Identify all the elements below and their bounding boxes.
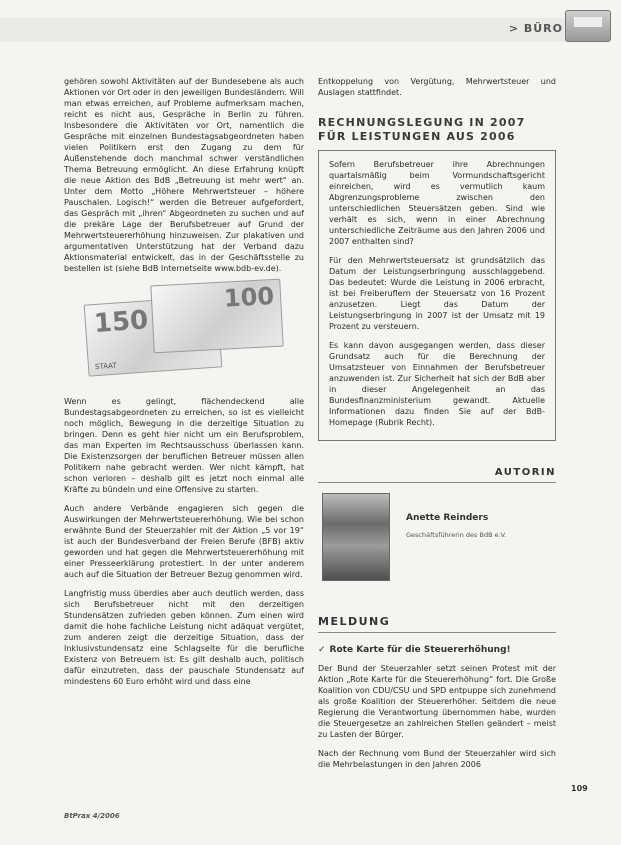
left-column <box>64 76 304 695</box>
page-number: 109 <box>571 784 588 793</box>
checkmark-icon: ✓ <box>318 645 326 655</box>
author-role: Geschäftsführerin des BdB e.V. <box>406 531 507 539</box>
paragraph: Der Bund der Steuerzahler setzt seinen Protest mit der Aktion „Rote Karte für die Steuererhöhung“ fort. Die Große Koalition von CDU/CSU und SPD entpuppe sich zunehmend als große Koalition der Steuererhöher. Seitdem die neue Regierung die Verantwortung übernommen habe, wurden die Steuergesetze an zahlreichen Stellen geändert – meist zu Lasten der Bürger. <box>318 664 556 739</box>
banknote-denomination: 100 <box>223 282 275 313</box>
section-heading: RECHNUNGSLEGUNG IN 2007 FÜR LEISTUNGEN AUS 2006 <box>318 116 526 143</box>
meldung-title-text: Rote Karte für die Steuererhöhung! <box>329 645 511 655</box>
author-photo <box>322 493 390 581</box>
section-tag: > BÜRO <box>508 22 563 35</box>
banknote-denomination: 150 <box>92 305 150 340</box>
banknotes-image <box>64 282 304 380</box>
paragraph: Nach der Rechnung vom Bund der Steuerzahler wird sich die Mehrbelastungen in den Jahren 2006 <box>318 749 556 769</box>
paragraph: Sofern Berufsbetreuer ihre Abrechnungen quartalsmäßig beim Vormundschaftsgericht einreichen, wird es vermutlich kaum Abgrenzungsprobleme zwischen den unterschiedlichen Steuersätzen geben. Sind wie verhält es sich, wenn in einer Abrechnung unterschiedliche Zeiträume aus den Jahren 2006 und 2007 enthalten sind? <box>329 160 545 246</box>
paragraph: Es kann davon ausgegangen werden, dass dieser Grundsatz auch für die Berechnung der Umsatzsteuer von Einnahmen der Berufsbetreuer anzuwenden ist. Zur Sicherheit hat sich der BdB aber in dieser Angelegenheit an das Bundesfinanzministerium gewandt. Aktuelle Informationen dazu finden Sie auf der BdB-Homepage (Rubrik Recht). <box>329 341 545 427</box>
paragraph: Entkoppelung von Vergütung, Mehrwertsteuer und Auslagen stattfindet. <box>318 77 556 97</box>
info-box <box>318 150 556 441</box>
author-name: Anette Reinders <box>406 513 489 523</box>
banknote-caption: STAAT <box>94 361 117 372</box>
meldung-section-label: MELDUNG <box>318 615 556 633</box>
paragraph: gehören sowohl Aktivitäten auf der Bundesebene als auch Aktionen vor Ort oder in den jeweiligen Bundesländern. Will man etwas erreichen, auf Probleme aufmerksam machen, reicht es nicht aus, Gespräche in Berlin zu führen. Insbesondere die Aktivitäten vor Ort, namentlich die Gespräche mit einzelnen Bundestagsabgeordneten haben vielen Politikern erst den Zugang zu dem für Außenstehende doch manchmal schwer verständlichen Thema Betreuung ermöglicht. An diese Erfahrung knüpft die neue Aktion des BdB „Betreuung ist mehr wert“ an. Unter dem Motto „Höhere Mehrwertsteuer – höhere Pauschalen. Logisch!“ werden die Betreuer aufgefordert, das Gespräch mit „ihren“ Abgeordneten zu suchen und auf die prekäre Lage der Berufsbetreuer auf Grund der Mehrwertsteuererhöhung hinzuweisen. Zur plakativen und argumentativen Unterstützung hat der Verband dazu Aktionsmaterial entwickelt, das in der Geschäftsstelle zu bestellen ist (siehe BdB Internetseite www.bdb-ev.de). <box>64 77 304 273</box>
meldung-title <box>318 645 556 655</box>
author-section-label: AUTORIN <box>318 467 556 483</box>
header-bar <box>0 18 566 42</box>
banknote-large <box>150 279 283 354</box>
paragraph: Auch andere Verbände engagieren sich gegen die Auswirkungen der Mehrwertsteuererhöhung. Wie bei schon erwähnte Bund der Steuerzahler mit der Aktion „5 vor 19“ ist auch der Bundesverband der Freien Berufe (BFB) aktiv geworden und hat gegen die Mehrwertsteuererhöhung mit einer Presseerklärung protestiert. In der unter anderem auch auf die Situation der Betreuer Bezug genommen wird. <box>64 504 304 579</box>
paragraph: Für den Mehrwertsteuersatz ist grundsätzlich das Datum der Leistungserbringung ausschlaggebend. Das bedeutet: Wurde die Leistung in 2006 erbracht, ist bei Freiberuflern der Steuersatz von 16 Prozent anzusetzen. Liegt das Datum der Leistungserbringung in 2007 ist der Umsatz mit 19 Prozent zu versteuern. <box>329 256 545 331</box>
paragraph: Wenn es gelingt, flächendeckend alle Bundestagsabgeordneten zu erreichen, so ist es vielleicht noch möglich, Bewegung in die derzeitige Situation zu bringen. Denn es geht hier nicht um ein Berufsproblem, das man Experten im Rechtsausschuss überlassen kann. Die Existenzsorgen der beruflichen Betreuer müssen allen Politikern nahe gebracht werden. Wer nicht kämpft, hat schon verloren – deshalb gilt es jetzt noch einmal alle Kräfte zu bündeln und eine Offensive zu starten. <box>64 397 304 494</box>
paragraph: Langfristig muss überdies aber auch deutlich werden, dass sich Berufsbetreuer nicht mit den derzeitigen Stundensätzen zufrieden geben können. Zum einen wird damit die hohe fachliche Leistung nicht adäquat vergütet, zum anderen zeigt die derzeitige Situation, dass der Inklusivstundensatz eine Schlagseite für die berufliche Existenz von Betreuern ist. Es gilt deshalb auch, politisch dafür einzutreten, dass der pauschale Stundensatz auf mindestens 60 Euro erhöht wird und dass eine <box>64 589 304 686</box>
office-machine-icon <box>565 10 611 42</box>
author-block <box>318 493 556 589</box>
right-column <box>318 76 556 778</box>
issue-label: BtPrax 4/2006 <box>64 812 120 820</box>
